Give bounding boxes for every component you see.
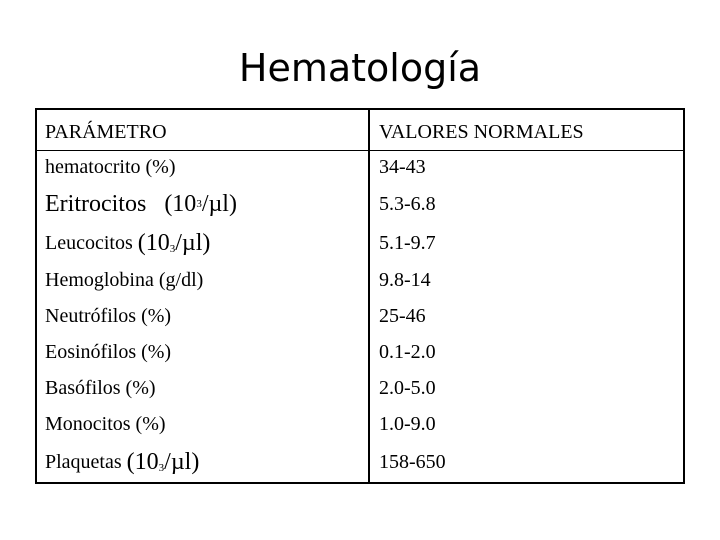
table-row <box>37 298 683 334</box>
value-eritrocitos: 5.3-6.8 <box>379 192 436 215</box>
param-leucocitos-name: Leucocitos <box>45 231 133 254</box>
value-hemoglobina: 9.8-14 <box>379 268 431 291</box>
param-hemoglobina: Hemoglobina (g/dl) <box>45 268 204 291</box>
hematology-table <box>35 108 685 484</box>
table-row <box>37 442 683 482</box>
param-plaquetas-unit <box>127 449 200 476</box>
table-row <box>37 150 683 184</box>
param-leucocitos-unit-prefix: (10 <box>137 229 170 256</box>
header-value: VALORES NORMALES <box>379 120 584 143</box>
param-eritrocitos-name: Eritrocitos <box>45 190 147 217</box>
value-plaquetas: 158-650 <box>379 450 446 473</box>
param-leucocitos-unit-suffix: /µl) <box>175 229 211 256</box>
table-row <box>37 262 683 298</box>
table-row <box>37 406 683 442</box>
param-eosinofilos: Eosinófilos (%) <box>45 340 172 363</box>
header-param: PARÁMETRO <box>45 120 167 143</box>
param-eritrocitos-unit-prefix: (10 <box>164 190 197 217</box>
param-neutrofilos: Neutrófilos (%) <box>45 304 172 327</box>
param-plaquetas-unit-prefix: (10 <box>126 448 159 475</box>
table-row <box>37 370 683 406</box>
param-leucocitos-unit <box>138 230 211 257</box>
param-plaquetas-exponent: 3 <box>158 461 165 474</box>
table-row <box>37 224 683 262</box>
table-header-row <box>37 114 683 151</box>
param-plaquetas <box>45 442 199 482</box>
table-row <box>37 184 683 224</box>
param-basofilos: Basófilos (%) <box>45 376 156 399</box>
param-eritrocitos-exponent: 3 <box>196 198 202 210</box>
value-leucocitos: 5.1-9.7 <box>379 231 436 254</box>
value-basofilos: 2.0-5.0 <box>379 376 436 399</box>
table-row <box>37 334 683 370</box>
param-plaquetas-name: Plaquetas <box>45 450 122 473</box>
param-eritrocitos <box>45 184 237 224</box>
param-leucocitos-exponent: 3 <box>169 242 176 255</box>
param-hematocrito: hematocrito (%) <box>45 155 176 178</box>
value-hematocrito: 34-43 <box>379 155 426 178</box>
value-neutrofilos: 25-46 <box>379 304 426 327</box>
param-monocitos: Monocitos (%) <box>45 412 166 435</box>
value-eosinofilos: 0.1-2.0 <box>379 340 436 363</box>
value-monocitos: 1.0-9.0 <box>379 412 436 435</box>
param-eritrocitos-unit-suffix: /µl) <box>201 190 237 217</box>
param-leucocitos <box>45 224 210 262</box>
param-plaquetas-unit-suffix: /µl) <box>164 448 200 475</box>
slide-title: Hematología <box>238 46 482 90</box>
